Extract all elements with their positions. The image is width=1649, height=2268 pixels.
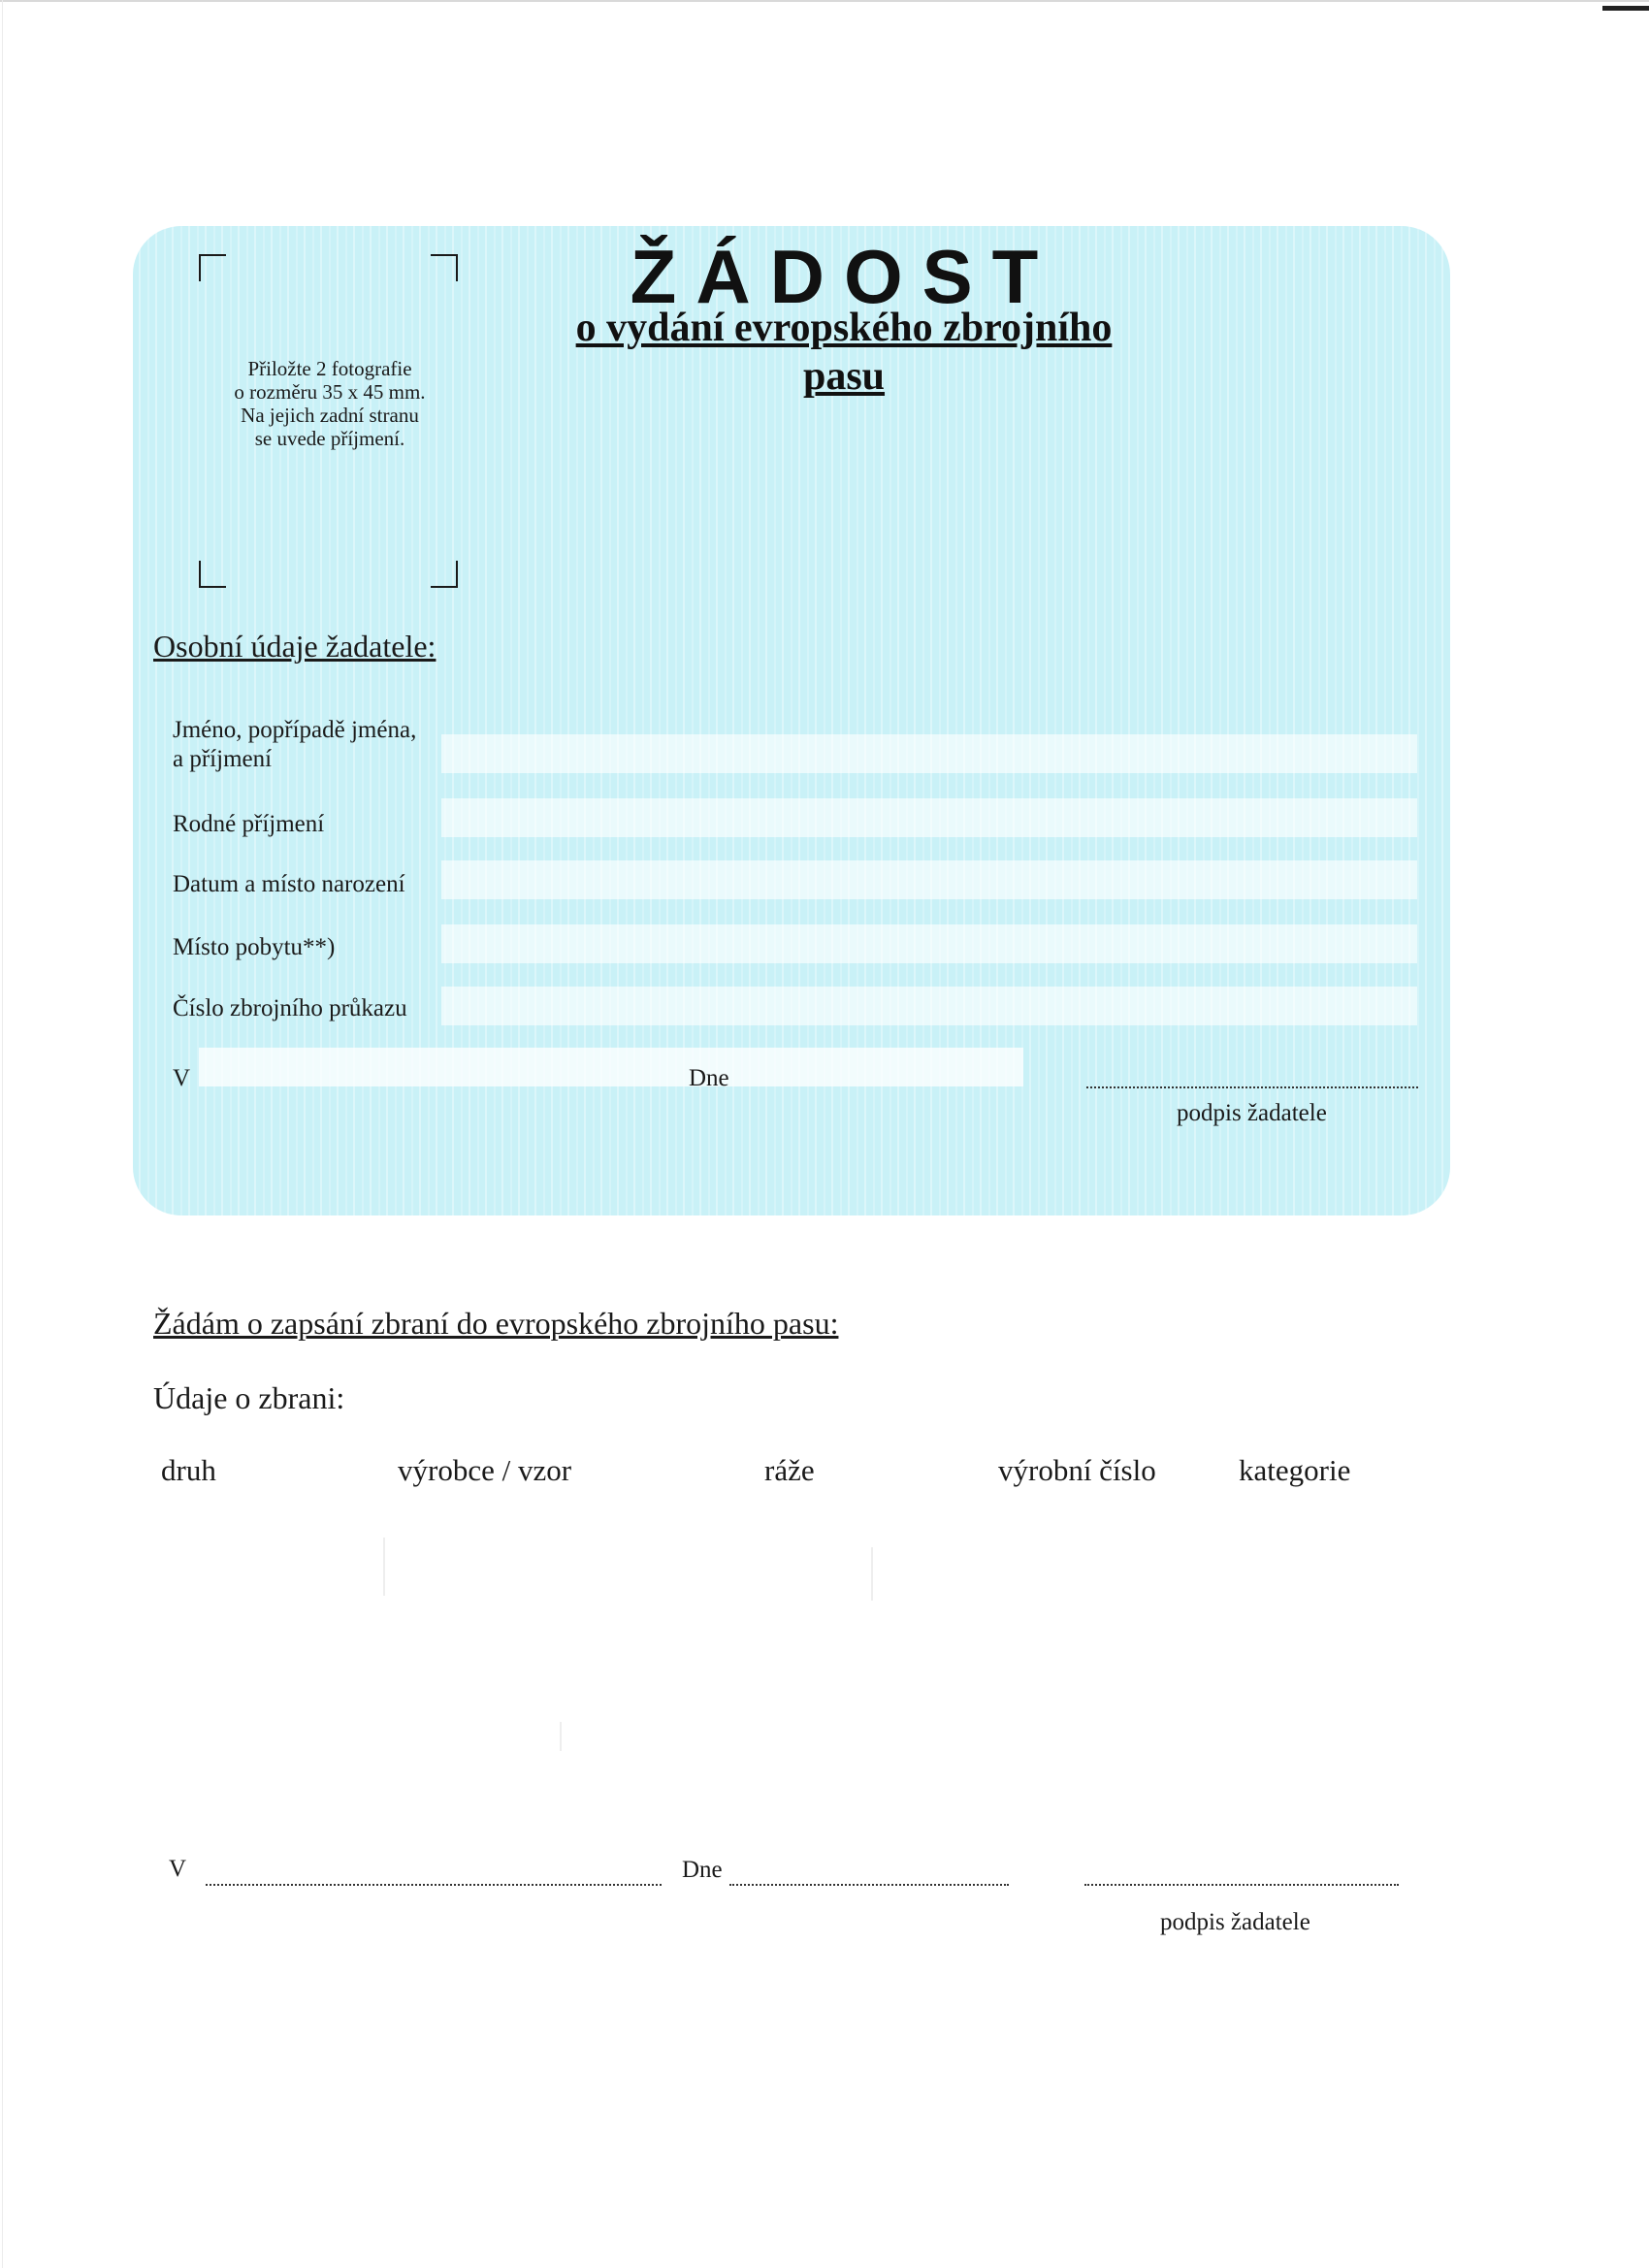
photo-corner-top-right (431, 254, 458, 281)
photo-corner-top-left (199, 254, 226, 281)
scan-artifact (871, 1547, 873, 1601)
date-label: Dne (689, 1065, 729, 1091)
signature-line-2[interactable] (1084, 1884, 1399, 1886)
place-label: V (173, 1065, 191, 1091)
personal-data-heading: Osobní údaje žadatele: (153, 629, 436, 664)
place-field[interactable] (199, 1048, 1023, 1086)
column-category: kategorie (1239, 1453, 1351, 1487)
photo-note-line: o rozměru 35 x 45 mm. (234, 380, 426, 404)
column-type: druh (161, 1453, 216, 1487)
name-field[interactable] (441, 734, 1417, 773)
birth-surname-label: Rodné příjmení (173, 811, 325, 837)
firearm-licence-number-label: Číslo zbrojního průkazu (173, 995, 407, 1021)
photo-note-line: Na jejich zadní stranu (241, 404, 419, 427)
date-line-2[interactable] (729, 1884, 1009, 1886)
photo-instructions (184, 357, 475, 450)
birth-date-place-label: Datum a místo narození (173, 871, 405, 897)
signature-label-2: podpis žadatele (1160, 1909, 1310, 1935)
photo-corner-bottom-right (431, 561, 458, 588)
photo-corner-bottom-left (199, 561, 226, 588)
residence-field[interactable] (441, 924, 1417, 963)
name-label-line: Jméno, popřípadě jména, (173, 717, 417, 743)
place-line-2[interactable] (206, 1884, 662, 1886)
photo-note-line: Přiložte 2 fotografie (247, 357, 412, 380)
signature-label: podpis žadatele (1177, 1100, 1327, 1126)
date-label-2: Dne (682, 1857, 723, 1883)
firearm-licence-number-field[interactable] (441, 987, 1417, 1025)
birth-date-place-field[interactable] (441, 860, 1417, 899)
weapon-details-heading: Údaje o zbrani: (153, 1380, 345, 1415)
signature-line[interactable] (1086, 1086, 1418, 1088)
birth-surname-field[interactable] (441, 798, 1417, 837)
form-title: ŽÁDOST (630, 234, 1058, 319)
scan-edge-mark (1602, 6, 1649, 11)
column-calibre: ráže (764, 1453, 815, 1487)
place-label-2: V (169, 1856, 187, 1882)
scan-top-edge (0, 0, 1649, 2)
weapons-request-heading: Žádám o zapsání zbraní do evropského zbrojního pasu: (153, 1306, 839, 1341)
residence-label: Místo pobytu**) (173, 934, 336, 960)
scan-left-edge (2, 0, 3, 2268)
name-label-line: a příjmení (173, 746, 273, 772)
column-serial-number: výrobní číslo (998, 1453, 1156, 1487)
scan-artifact (383, 1538, 385, 1596)
column-manufacturer-model: výrobce / vzor (398, 1453, 572, 1487)
scan-artifact (560, 1722, 562, 1751)
form-subtitle: o vydání evropského zbrojního pasu (575, 306, 1113, 399)
photo-note-line: se uvede příjmení. (254, 427, 405, 450)
name-label (173, 716, 444, 774)
